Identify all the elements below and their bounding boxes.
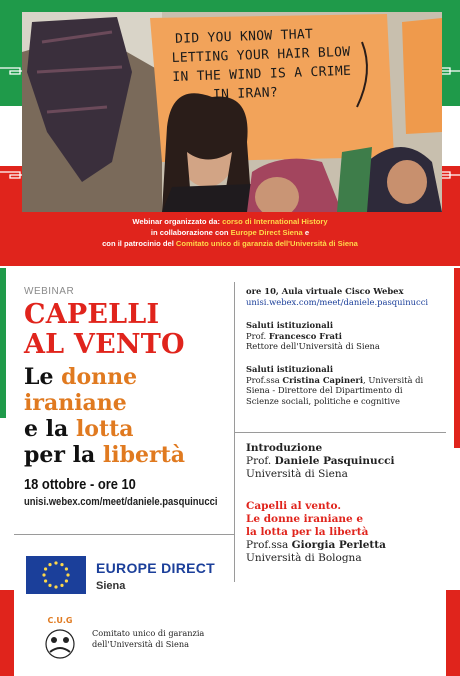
speaker-role: Scienze sociali, politiche e cognitive bbox=[246, 395, 400, 406]
credits-line bbox=[40, 216, 420, 227]
cug-caption-line: dell'Università di Siena bbox=[92, 639, 190, 649]
introduction-block bbox=[246, 442, 446, 481]
greetings-heading: Saluti istituzionali bbox=[246, 364, 334, 374]
credits-text: Webinar organizzato da: bbox=[132, 217, 223, 226]
speaker-title: Prof.ssa bbox=[246, 539, 292, 551]
subtitle-highlight: libertà bbox=[102, 442, 186, 468]
speaker-name: Cristina Capineri bbox=[282, 374, 364, 385]
left-accent-bar bbox=[0, 268, 6, 418]
subtitle-line3 bbox=[24, 416, 134, 442]
subtitle-text: per la bbox=[24, 442, 103, 468]
speaker-name: Daniele Pasquinucci bbox=[274, 455, 395, 467]
event-date: 18 ottobre - ore 10 bbox=[24, 476, 136, 493]
subtitle-text: e la bbox=[24, 416, 76, 442]
intro-heading: Introduzione bbox=[246, 442, 323, 454]
speaker-title: Prof. bbox=[246, 455, 275, 467]
europe-direct-city: Siena bbox=[96, 580, 126, 592]
speaker-name: Giorgia Perletta bbox=[291, 539, 386, 551]
talk-block bbox=[246, 500, 446, 565]
speaker-line bbox=[246, 539, 446, 552]
logos-divider bbox=[14, 534, 235, 535]
subtitle-highlight: lotta bbox=[75, 416, 134, 442]
speaker-affiliation: Università di Bologna bbox=[246, 552, 362, 564]
talk-title-line: la lotta per la libertà bbox=[246, 526, 369, 538]
speaker-role: Rettore dell'Università di Siena bbox=[246, 341, 380, 352]
subtitle-line2 bbox=[24, 390, 127, 416]
speaker-name: Francesco Frati bbox=[268, 330, 342, 341]
sign-line: IN THE WIND IS A CRIME bbox=[172, 63, 352, 86]
program-divider bbox=[234, 432, 446, 433]
speaker-line bbox=[246, 375, 446, 386]
credits-highlight: corso di International History bbox=[222, 217, 328, 226]
talk-title-line: Le donne iraniane e bbox=[246, 513, 364, 525]
protest-photo bbox=[22, 12, 442, 212]
program-time: ore 10, Aula virtuale Cisco Webex bbox=[246, 286, 404, 296]
protest-sign-text bbox=[171, 22, 404, 106]
credits-text: in collaborazione con bbox=[150, 228, 231, 237]
europe-direct-title: EUROPE DIRECT bbox=[96, 560, 216, 576]
eu-flag-icon bbox=[26, 556, 86, 594]
cug-caption bbox=[92, 628, 232, 650]
right-accent-bar bbox=[454, 268, 460, 448]
program-time-block bbox=[246, 286, 446, 307]
sign-line: LETTING YOUR HAIR BLOW bbox=[171, 44, 351, 67]
talk-title-line: Capelli al vento. bbox=[246, 500, 341, 512]
event-title-line2: AL VENTO bbox=[24, 329, 185, 360]
subtitle-highlight: iraniane bbox=[24, 390, 127, 416]
speaker-role: , Università di bbox=[363, 374, 424, 385]
credits-highlight: Europe Direct Siena bbox=[230, 228, 303, 237]
sign-line: DID YOU KNOW THAT bbox=[174, 27, 314, 47]
speaker-line bbox=[246, 455, 446, 468]
speaker-title: Prof. bbox=[246, 330, 269, 341]
event-link[interactable]: unisi.webex.com/meet/daniele.pasquinucci bbox=[24, 496, 218, 508]
subtitle-text: Le bbox=[24, 364, 62, 390]
speaker-line bbox=[246, 331, 446, 342]
speaker-title: Prof.ssa bbox=[246, 374, 283, 385]
cug-logo-text: C.U.G bbox=[47, 616, 73, 625]
subtitle-line4 bbox=[24, 442, 185, 468]
credits-highlight: Comitato unico di garanzia dell'Università di Siena bbox=[175, 239, 358, 248]
sign-line: IN IRAN? bbox=[212, 85, 279, 103]
webinar-label: WEBINAR bbox=[24, 286, 75, 297]
greetings-block-2 bbox=[246, 364, 446, 406]
speaker-affiliation: Università di Siena bbox=[246, 468, 348, 480]
credits-text: e bbox=[302, 228, 310, 237]
greetings-heading: Saluti istituzionali bbox=[246, 320, 334, 330]
subtitle-highlight: donne bbox=[61, 364, 138, 390]
organizer-credits bbox=[40, 216, 420, 249]
cug-logo-icon bbox=[38, 614, 82, 664]
subtitle-line1 bbox=[24, 364, 137, 390]
credits-text: con il patrocinio del bbox=[102, 239, 176, 248]
credits-line bbox=[40, 227, 420, 238]
program-link[interactable]: unisi.webex.com/meet/daniele.pasquinucci bbox=[246, 296, 429, 307]
greetings-block-1 bbox=[246, 320, 446, 352]
event-title-line1: CAPELLI bbox=[24, 299, 160, 330]
speaker-role: Siena - Direttore del Dipartimento di bbox=[246, 385, 403, 396]
cug-caption-line: Comitato unico di garanzia bbox=[92, 628, 205, 638]
credits-line bbox=[40, 238, 420, 249]
